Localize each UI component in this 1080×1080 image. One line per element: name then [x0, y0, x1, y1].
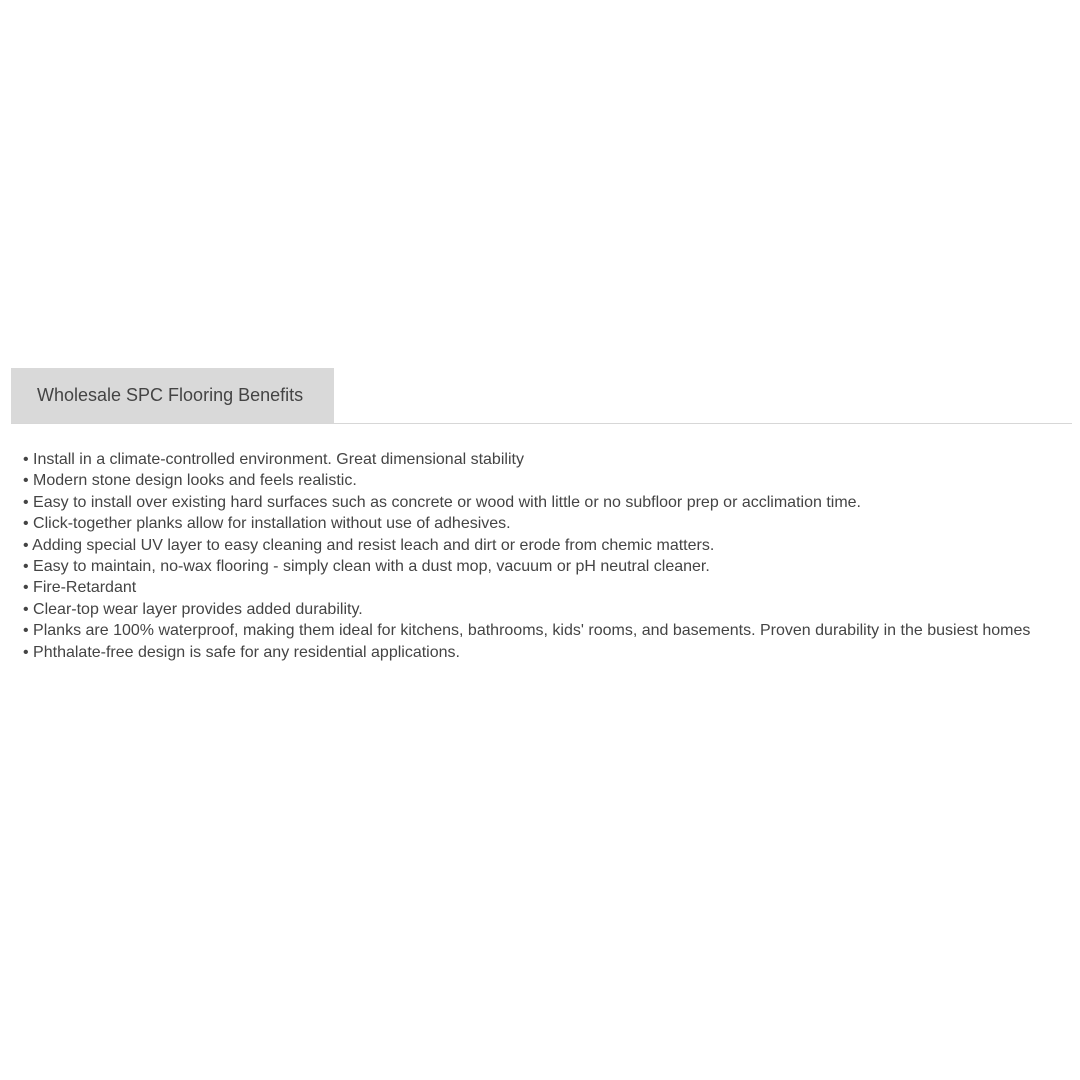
benefit-item: • Adding special UV layer to easy cleaning and resist leach and dirt or erode from chemic matters.: [23, 536, 715, 554]
tab-content-benefits: [23, 449, 1080, 663]
benefit-item: • Easy to install over existing hard surfaces such as concrete or wood with little or no subfloor prep or acclimation time.: [23, 493, 861, 511]
tab-wholesale-spc-flooring-benefits[interactable]: Wholesale SPC Flooring Benefits: [11, 368, 334, 423]
benefit-item: • Fire-Retardant: [23, 579, 137, 597]
benefit-item: • Install in a climate-controlled environment. Great dimensional stability: [23, 451, 524, 468]
tab-bar: [11, 368, 1072, 424]
benefit-item: • Planks are 100% waterproof, making them ideal for kitchens, bathrooms, kids' rooms, and basements. Proven durability in the busiest homes: [23, 622, 1031, 640]
benefit-item: • Click-together planks allow for installation without use of adhesives.: [23, 515, 511, 533]
benefit-item: • Easy to maintain, no-wax flooring - simply clean with a dust mop, vacuum or pH neutral cleaner.: [23, 558, 710, 576]
benefit-item: • Clear-top wear layer provides added durability.: [23, 600, 363, 618]
benefit-item: • Modern stone design looks and feels realistic.: [23, 472, 357, 490]
benefit-item: • Phthalate-free design is safe for any residential applications.: [23, 643, 460, 661]
